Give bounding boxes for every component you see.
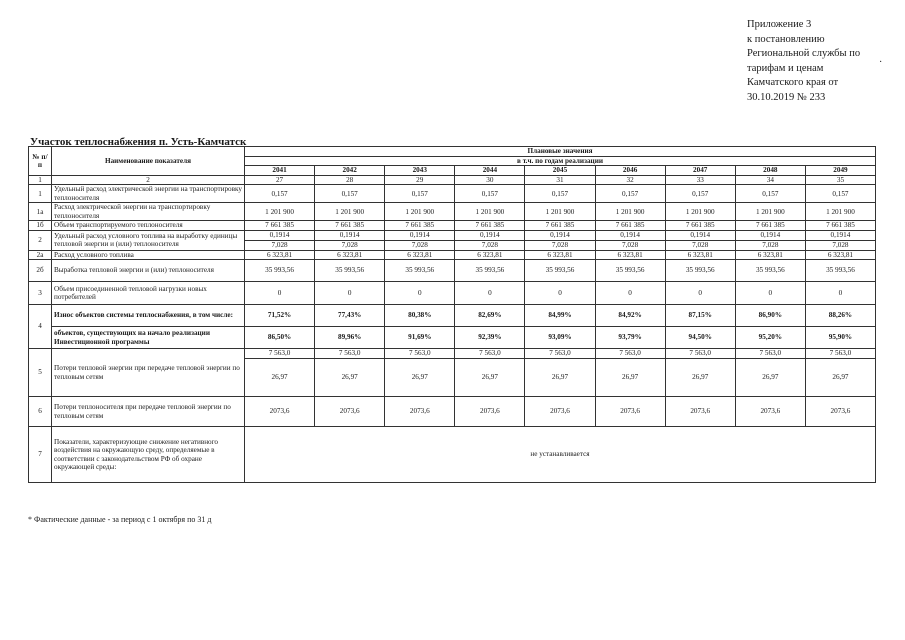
appendix-line: тарифам и ценам xyxy=(747,62,824,74)
value-cell: 2073,6 xyxy=(245,397,315,427)
year-header: 2049 xyxy=(805,166,875,175)
row-num: 3 xyxy=(29,282,52,305)
row-name: Износ объектов системы теплоснабжения, в том числе: xyxy=(52,305,245,327)
value-cell: 7,028 xyxy=(525,240,595,250)
value-cell: 0,157 xyxy=(665,185,735,203)
value-cell: 35 993,56 xyxy=(595,260,665,282)
year-header: 2046 xyxy=(595,166,665,175)
value-cell: 7 661 385 xyxy=(315,221,385,230)
value-cell: 1 201 900 xyxy=(665,203,735,221)
table-row xyxy=(29,250,876,259)
value-cell: 92,39% xyxy=(455,327,525,349)
table-row xyxy=(29,221,876,230)
value-cell: 7 661 385 xyxy=(455,221,525,230)
value-cell: 1 201 900 xyxy=(455,203,525,221)
value-cell: 6 323,81 xyxy=(595,250,665,259)
value-cell: 7 661 385 xyxy=(385,221,455,230)
value-cell: 6 323,81 xyxy=(525,250,595,259)
value-cell: 0,1914 xyxy=(245,230,315,240)
year-header: 2042 xyxy=(315,166,385,175)
appendix-line: Камчатского края от xyxy=(747,77,839,88)
row-name: Объем транспортируемого теплоносителя xyxy=(52,221,245,230)
value-cell: 91,69% xyxy=(385,327,455,349)
value-cell-merged: не устанавливается xyxy=(245,427,876,483)
year-header: 2043 xyxy=(385,166,455,175)
value-cell: 0,1914 xyxy=(315,230,385,240)
value-cell: 0 xyxy=(805,282,875,305)
value-cell: 2073,6 xyxy=(665,397,735,427)
value-cell: 0,1914 xyxy=(455,230,525,240)
value-cell: 7 661 385 xyxy=(735,221,805,230)
value-cell: 2073,6 xyxy=(805,397,875,427)
value-cell: 7,028 xyxy=(735,240,805,250)
value-cell: 6 323,81 xyxy=(385,250,455,259)
value-cell: 1 201 900 xyxy=(525,203,595,221)
value-cell: 1 201 900 xyxy=(385,203,455,221)
value-cell: 93,09% xyxy=(525,327,595,349)
value-cell: 6 323,81 xyxy=(245,250,315,259)
column-index: 33 xyxy=(665,175,735,184)
value-cell: 94,50% xyxy=(665,327,735,349)
year-header: 2048 xyxy=(735,166,805,175)
value-cell: 0 xyxy=(525,282,595,305)
value-cell: 89,96% xyxy=(315,327,385,349)
value-cell: 88,26% xyxy=(805,305,875,327)
appendix-block xyxy=(747,18,897,105)
table-row xyxy=(29,327,876,349)
value-cell: 7 563,0 xyxy=(245,349,315,359)
value-cell: 35 993,56 xyxy=(315,260,385,282)
column-index: 35 xyxy=(805,175,875,184)
value-cell: 7,028 xyxy=(665,240,735,250)
value-cell: 35 993,56 xyxy=(735,260,805,282)
value-cell: 7 661 385 xyxy=(525,221,595,230)
value-cell: 6 323,81 xyxy=(665,250,735,259)
value-cell: 7 563,0 xyxy=(735,349,805,359)
year-header: 2044 xyxy=(455,166,525,175)
value-cell: 7 563,0 xyxy=(315,349,385,359)
value-cell: 86,90% xyxy=(735,305,805,327)
table-row xyxy=(29,260,876,282)
scan-mark: · xyxy=(879,57,883,68)
value-cell: 0,1914 xyxy=(665,230,735,240)
value-cell: 0,157 xyxy=(595,185,665,203)
row-name: Потери теплоносителя при передаче тепловой энергии по тепловым сетям xyxy=(52,397,245,427)
value-cell: 35 993,56 xyxy=(665,260,735,282)
value-cell: 2073,6 xyxy=(455,397,525,427)
value-cell: 0,157 xyxy=(315,185,385,203)
value-cell: 7 563,0 xyxy=(595,349,665,359)
row-name: Потери тепловой энергии при передаче тепловой энергии по тепловым сетям xyxy=(52,349,245,397)
value-cell: 95,90% xyxy=(805,327,875,349)
indicators-table xyxy=(28,146,876,483)
value-cell: 26,97 xyxy=(735,359,805,397)
value-cell: 84,92% xyxy=(595,305,665,327)
value-cell: 7 563,0 xyxy=(805,349,875,359)
table-row xyxy=(29,397,876,427)
row-name: Объем присоединенной тепловой нагрузки новых потребителей xyxy=(52,282,245,305)
value-cell: 7 661 385 xyxy=(805,221,875,230)
value-cell: 26,97 xyxy=(315,359,385,397)
value-cell: 26,97 xyxy=(665,359,735,397)
table-row xyxy=(29,230,876,240)
value-cell: 86,50% xyxy=(245,327,315,349)
value-cell: 7 563,0 xyxy=(525,349,595,359)
value-cell: 35 993,56 xyxy=(245,260,315,282)
header-num: № п/п xyxy=(29,147,52,176)
appendix-line: 30.10.2019 № 233 xyxy=(747,91,826,103)
value-cell: 0 xyxy=(315,282,385,305)
appendix-line: Приложение 3 xyxy=(747,19,812,30)
value-cell: 2073,6 xyxy=(735,397,805,427)
row-num: 1б xyxy=(29,221,52,230)
table-row xyxy=(29,203,876,221)
row-num: 1а xyxy=(29,203,52,221)
row-name: Удельный расход условного топлива на выработку единицы тепловой энергии и (или) теплоносителя xyxy=(52,230,245,250)
value-cell: 6 323,81 xyxy=(455,250,525,259)
value-cell: 26,97 xyxy=(805,359,875,397)
column-index: 1 xyxy=(29,175,52,184)
value-cell: 7,028 xyxy=(385,240,455,250)
value-cell: 7,028 xyxy=(315,240,385,250)
appendix-line: к постановлению xyxy=(747,33,825,45)
value-cell: 0,157 xyxy=(455,185,525,203)
value-cell: 80,38% xyxy=(385,305,455,327)
header-planned: Плановые значения xyxy=(245,147,876,157)
value-cell: 7,028 xyxy=(455,240,525,250)
column-index: 34 xyxy=(735,175,805,184)
value-cell: 6 323,81 xyxy=(315,250,385,259)
value-cell: 0,157 xyxy=(385,185,455,203)
value-cell: 0,1914 xyxy=(735,230,805,240)
value-cell: 7 563,0 xyxy=(385,349,455,359)
section-title: Участок теплоснабжения п. Усть-Камчатск xyxy=(30,136,247,148)
column-index: 2 xyxy=(52,175,245,184)
value-cell: 7,028 xyxy=(245,240,315,250)
value-cell: 0,157 xyxy=(735,185,805,203)
table-row xyxy=(29,185,876,203)
value-cell: 26,97 xyxy=(455,359,525,397)
appendix-line: Региональной службы по xyxy=(747,48,861,59)
row-name: Удельный расход электрической энергии на транспортировку теплоносителя xyxy=(52,185,245,203)
column-index: 29 xyxy=(385,175,455,184)
value-cell: 0,1914 xyxy=(595,230,665,240)
value-cell: 95,20% xyxy=(735,327,805,349)
value-cell: 71,52% xyxy=(245,305,315,327)
table-row xyxy=(29,175,876,184)
row-num: 2б xyxy=(29,260,52,282)
value-cell: 0 xyxy=(455,282,525,305)
row-num: 6 xyxy=(29,397,52,427)
column-index: 30 xyxy=(455,175,525,184)
value-cell: 0,157 xyxy=(525,185,595,203)
table-row xyxy=(29,147,876,157)
value-cell: 0,1914 xyxy=(525,230,595,240)
value-cell: 1 201 900 xyxy=(805,203,875,221)
header-by-year: в т.ч. по годам реализации xyxy=(245,157,876,166)
value-cell: 2073,6 xyxy=(315,397,385,427)
value-cell: 2073,6 xyxy=(385,397,455,427)
value-cell: 26,97 xyxy=(525,359,595,397)
row-name: Выработка тепловой энергии и (или) теплоносителя xyxy=(52,260,245,282)
value-cell: 0 xyxy=(595,282,665,305)
value-cell: 6 323,81 xyxy=(735,250,805,259)
value-cell: 26,97 xyxy=(595,359,665,397)
value-cell: 6 323,81 xyxy=(805,250,875,259)
row-num: 1 xyxy=(29,185,52,203)
value-cell: 7 661 385 xyxy=(245,221,315,230)
table-row xyxy=(29,427,876,483)
value-cell: 7,028 xyxy=(805,240,875,250)
value-cell: 7 563,0 xyxy=(455,349,525,359)
value-cell: 7 661 385 xyxy=(595,221,665,230)
value-cell: 0 xyxy=(245,282,315,305)
value-cell: 77,43% xyxy=(315,305,385,327)
value-cell: 35 993,56 xyxy=(525,260,595,282)
value-cell: 7,028 xyxy=(595,240,665,250)
column-index: 31 xyxy=(525,175,595,184)
value-cell: 7 563,0 xyxy=(665,349,735,359)
row-num: 2а xyxy=(29,250,52,259)
value-cell: 84,99% xyxy=(525,305,595,327)
value-cell: 0 xyxy=(735,282,805,305)
row-num: 4 xyxy=(29,305,52,349)
row-name: Расход электрической энергии на транспортировку теплоносителя xyxy=(52,203,245,221)
value-cell: 35 993,56 xyxy=(455,260,525,282)
row-num: 2 xyxy=(29,230,52,250)
row-num: 7 xyxy=(29,427,52,483)
value-cell: 93,79% xyxy=(595,327,665,349)
value-cell: 87,15% xyxy=(665,305,735,327)
year-header: 2045 xyxy=(525,166,595,175)
value-cell: 1 201 900 xyxy=(595,203,665,221)
value-cell: 82,69% xyxy=(455,305,525,327)
year-header: 2041 xyxy=(245,166,315,175)
header-name: Наименование показателя xyxy=(52,147,245,176)
table-row xyxy=(29,282,876,305)
value-cell: 1 201 900 xyxy=(735,203,805,221)
value-cell: 2073,6 xyxy=(525,397,595,427)
value-cell: 0,1914 xyxy=(805,230,875,240)
column-index: 28 xyxy=(315,175,385,184)
column-index: 32 xyxy=(595,175,665,184)
value-cell: 0,157 xyxy=(245,185,315,203)
column-index: 27 xyxy=(245,175,315,184)
value-cell: 0 xyxy=(665,282,735,305)
row-name: Расход условного топлива xyxy=(52,250,245,259)
value-cell: 26,97 xyxy=(385,359,455,397)
value-cell: 2073,6 xyxy=(595,397,665,427)
table-row xyxy=(29,305,876,327)
value-cell: 0,1914 xyxy=(385,230,455,240)
row-num: 5 xyxy=(29,349,52,397)
row-name: объектов, существующих на начало реализации Инвестиционной программы xyxy=(52,327,245,349)
year-header: 2047 xyxy=(665,166,735,175)
value-cell: 1 201 900 xyxy=(245,203,315,221)
value-cell: 35 993,56 xyxy=(385,260,455,282)
row-name: Показатели, характеризующие снижение негативного воздействия на окружающую среду, определяемые в соответствии с законодательством РФ об охране окружающей среды: xyxy=(52,427,245,483)
value-cell: 35 993,56 xyxy=(805,260,875,282)
value-cell: 7 661 385 xyxy=(665,221,735,230)
footnote: * Фактические данные - за период с 1 октября по 31 д xyxy=(28,515,212,524)
table-row xyxy=(29,349,876,359)
value-cell: 0 xyxy=(385,282,455,305)
value-cell: 0,157 xyxy=(805,185,875,203)
value-cell: 26,97 xyxy=(245,359,315,397)
value-cell: 1 201 900 xyxy=(315,203,385,221)
